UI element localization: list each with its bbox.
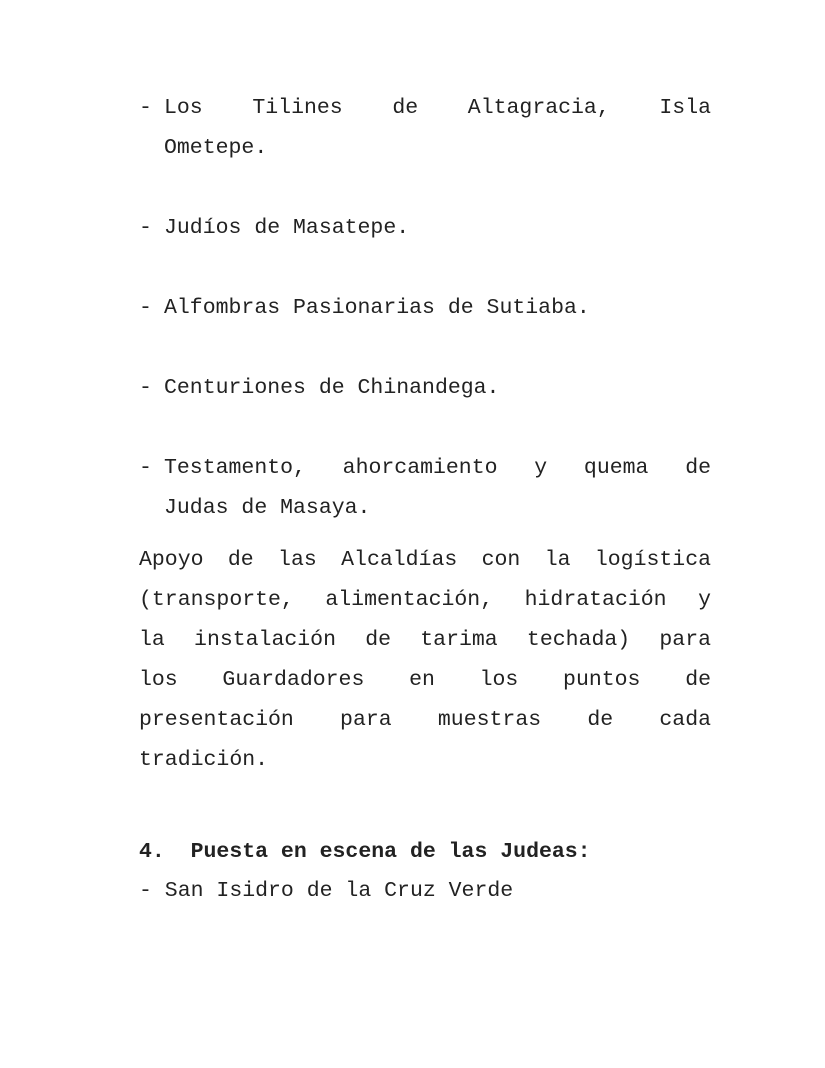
list-item-line: Alfombras Pasionarias de Sutiaba. — [164, 296, 590, 320]
list-item — [139, 368, 711, 408]
paragraph-line: (transporte, alimentación, hidratación y — [139, 588, 711, 612]
list-dash: - — [139, 216, 152, 240]
list-item-text — [164, 448, 711, 528]
list-item-text — [164, 368, 711, 408]
list-item — [139, 88, 711, 168]
list-item-line: Judíos de Masatepe. — [164, 216, 410, 240]
list-item — [139, 288, 711, 328]
list-item-line: Centuriones de Chinandega. — [164, 376, 500, 400]
paragraph-line: presentación para muestras de cada — [139, 708, 711, 732]
list-dash: - — [139, 456, 152, 480]
paragraph-line: tradición. — [139, 748, 269, 772]
paragraph-line: Apoyo de las Alcaldías con la logística — [139, 548, 711, 572]
paragraph-line: los Guardadores en los puntos de — [139, 668, 711, 692]
section-heading: 4. Puesta en escena de las Judeas: — [139, 840, 591, 864]
list-dash: - — [139, 376, 152, 400]
body-paragraph — [139, 540, 711, 780]
list-item-line: Testamento, ahorcamiento y quema de — [164, 456, 711, 480]
list-item — [139, 448, 711, 528]
paragraph-line: la instalación de tarima techada) para — [139, 628, 711, 652]
list-item-text — [164, 88, 711, 168]
list-item-text — [164, 288, 711, 328]
list-dash: - — [139, 296, 152, 320]
list-item — [139, 208, 711, 248]
list-item-line: Ometepe. — [164, 136, 268, 160]
list-item-text — [164, 208, 711, 248]
section-list-item: - San Isidro de la Cruz Verde — [139, 879, 514, 903]
list-dash: - — [139, 96, 152, 120]
list-item-line: Judas de Masaya. — [164, 496, 371, 520]
list-item-line: Los Tilines de Altagracia, Isla — [164, 96, 711, 120]
